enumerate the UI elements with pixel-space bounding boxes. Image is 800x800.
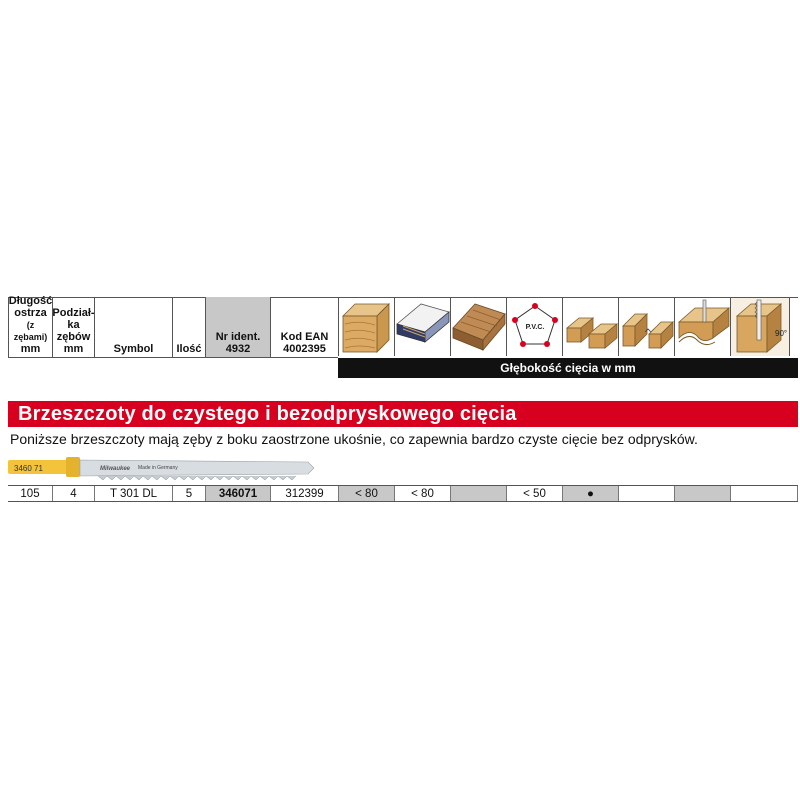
header-pitch [52,297,94,357]
header-ean [270,297,338,357]
header-length-line4: mm [20,343,41,355]
section-title: Brzeszczoty do czystego i bezodpryskowego cięcia [8,401,798,427]
row-depth-pvc: < 50 [506,486,562,501]
row-depth-chipboard [450,486,506,501]
material-straight-cut-icon [562,298,618,356]
row-depth-angle [730,486,798,501]
row-depth-laminate: < 80 [394,486,450,501]
header-symbol [94,297,172,357]
header-qty-label: Ilość [176,343,202,355]
material-angle-cut-icon [730,298,790,356]
header-nr-line1: Nr ident. [215,331,261,343]
material-softwood-icon [338,298,394,356]
depth-header-label: Głębokość cięcia w mm [500,361,636,375]
row-depth-notch [618,486,674,501]
blade-code: 3460 71 [14,464,43,473]
row-depth-softwood: < 80 [338,486,394,501]
row-depth-straight: ● [562,486,618,501]
header-length-line1: Długość [8,295,53,307]
pvc-label: P.V.C. [525,324,545,331]
product-row [8,485,798,502]
material-curve-cut-icon [674,298,730,356]
row-qty: 5 [172,486,205,501]
header-ean-line1: Kod EAN [280,331,329,343]
header-pitch-line3: zębów [56,331,91,343]
angle-label: 90° [775,329,788,338]
header-nr-line2: 4932 [225,343,251,355]
header-bottom-border [8,357,338,358]
header-pitch-line2: ka [67,319,80,331]
blade-brand: Milwaukee [100,466,131,472]
row-length: 105 [20,487,40,500]
section-description: Poniższe brzeszczoty mają zęby z boku zaostrzone ukośnie, co zapewnia bardzo czyste cięcie bez odprysków. [10,431,698,447]
header-pitch-line4: mm [63,343,84,355]
header-qty [172,297,205,357]
row-ean: 312399 [270,486,338,501]
row-pitch: 4 [52,486,94,501]
header-ean-line2: 4002395 [283,343,326,355]
header-pitch-line1: Podział- [52,307,95,319]
material-pvc-icon [506,298,562,356]
header-length [8,297,52,357]
header-symbol-label: Symbol [113,343,154,355]
material-laminate-icon [394,298,450,356]
row-nr-ident: 346071 [205,486,270,501]
material-chipboard-icon [450,298,506,356]
material-notch-cut-icon [618,298,674,356]
depth-header-bar [338,358,798,378]
jigsaw-blade-image [8,456,318,480]
blade-made-in: Made in Germany [138,465,178,471]
row-symbol: T 301 DL [94,486,172,501]
header-nr-ident [205,297,270,357]
header-length-line2: ostrza [14,307,47,319]
row-depth-curve [674,486,730,501]
header-length-line3: (z zębami) [13,320,48,342]
